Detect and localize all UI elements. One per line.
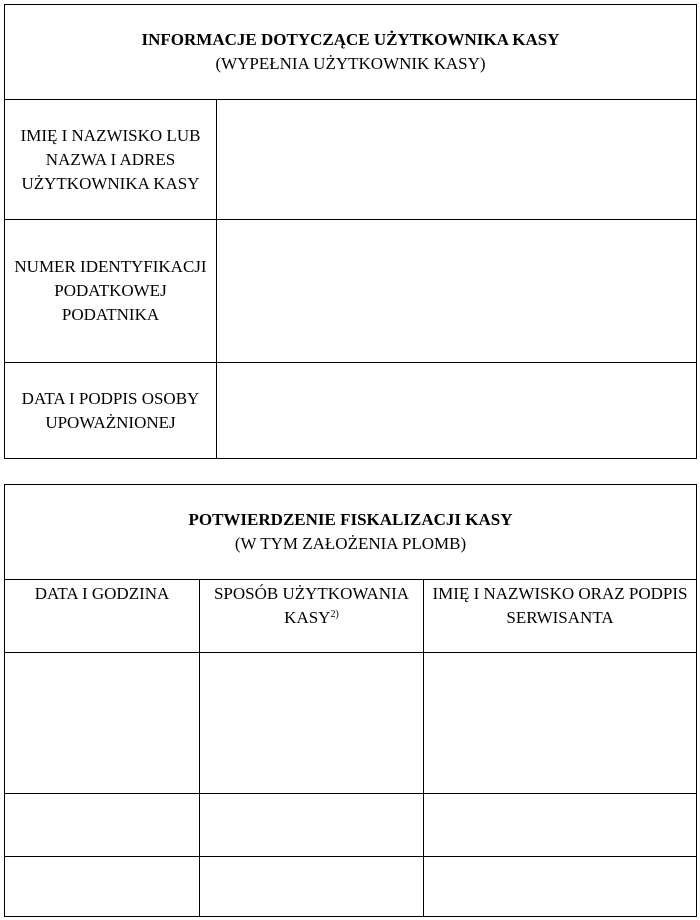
table-row	[5, 794, 697, 857]
usage-mode-cell[interactable]	[200, 857, 424, 917]
column-label: SPOSÓB UŻYTKOWANIA KASY	[213, 584, 410, 627]
date-time-cell[interactable]	[5, 857, 200, 917]
column-label: DATA I GODZINA	[34, 584, 170, 603]
column-label: IMIĘ I NAZWISKO ORAZ PODPIS SERWISANTA	[432, 584, 688, 627]
technician-cell[interactable]	[424, 857, 697, 917]
tax-id-label: NUMER IDENTYFIKACJI PODATKOWEJ PODATNIKA	[5, 220, 217, 363]
footnote-marker: 2)	[330, 609, 339, 620]
authorized-signature-label: DATA I PODPIS OSOBY UPOWAŻNIONEJ	[5, 363, 217, 459]
user-info-subtitle: (WYPEŁNIA UŻYTKOWNIK KASY)	[215, 54, 486, 73]
date-time-cell[interactable]	[5, 653, 200, 794]
table-row	[5, 653, 697, 794]
column-header-usage-mode	[200, 580, 424, 653]
column-header-date-time	[5, 580, 200, 653]
technician-cell[interactable]	[424, 653, 697, 794]
user-name-field[interactable]	[217, 100, 697, 220]
table-row	[5, 857, 697, 917]
fiscalization-title: POTWIERDZENIE FISKALIZACJI KASY	[188, 510, 513, 529]
fiscalization-subtitle: (W TYM ZAŁOŻENIA PLOMB)	[234, 534, 467, 553]
usage-mode-cell[interactable]	[200, 653, 424, 794]
tax-id-field[interactable]	[217, 220, 697, 363]
user-name-label: IMIĘ I NAZWISKO LUB NAZWA I ADRES UŻYTKOWNIKA KASY	[5, 100, 217, 220]
technician-cell[interactable]	[424, 794, 697, 857]
fiscalization-table	[4, 484, 697, 917]
fiscalization-header	[5, 485, 697, 580]
authorized-signature-field[interactable]	[217, 363, 697, 459]
user-info-title: INFORMACJE DOTYCZĄCE UŻYTKOWNIKA KASY	[141, 30, 560, 49]
date-time-cell[interactable]	[5, 794, 200, 857]
usage-mode-cell[interactable]	[200, 794, 424, 857]
user-info-header	[5, 5, 697, 100]
user-info-table	[4, 4, 697, 459]
column-header-technician	[424, 580, 697, 653]
